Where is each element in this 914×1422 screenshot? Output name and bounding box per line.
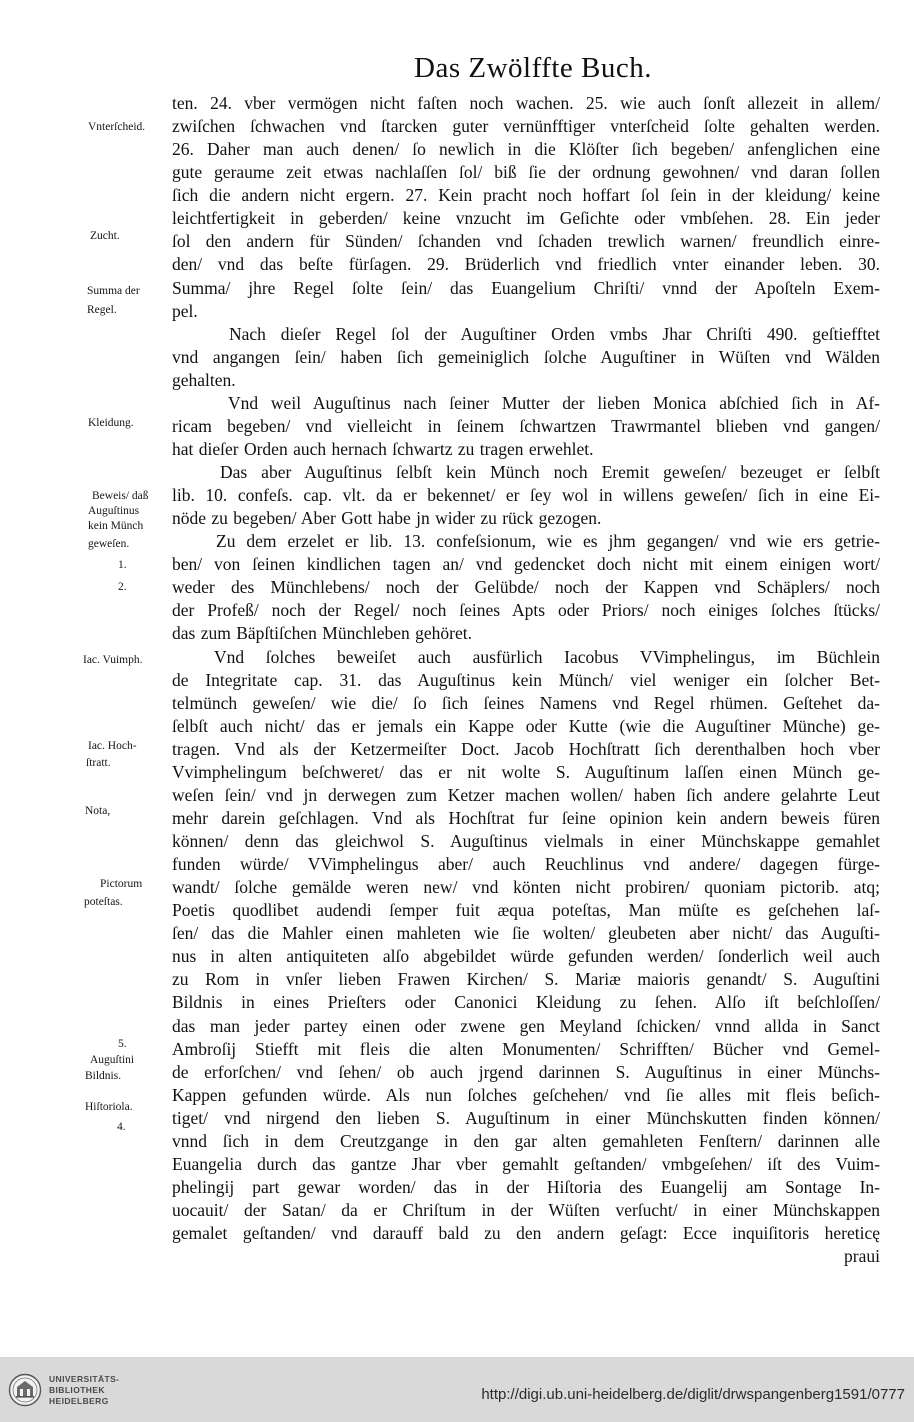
text-line: nöde zu begeben/ Aber Gott habe jn wider zu rück gezogen. [172,508,602,529]
margin-note: Iac. Hoch- [88,740,137,752]
text-line: Kappen gefunden würde. Als nun ſolches geſchehen/ vnd ſie alles mit fleis beſich- [172,1084,880,1105]
text-line: Euangelia durch das gantze Jhar vber gemahlt geſtanden/ vmbgeſehen/ iſt des Vuim- [172,1153,880,1174]
text-line: ſen/ das die Mahler einen mahleten wie ſie wolten/ gleubeten aber nicht/ das Auguſti- [172,923,880,944]
text-line: Nach dieſer Regel ſol der Auguſtiner Orden vmbs Jhar Chriſti 490. geſtiefftet [229,323,880,344]
margin-note: Zucht. [90,230,120,242]
text-line: ten. 24. vber vermögen nicht faſten noch wachen. 25. wie auch ſonſt allezeit in allem/ [172,93,880,113]
text-line: Summa/ jhre Regel ſolte ſein/ das Euangelium Chriſti/ vnnd der Apoſteln Exem- [172,277,880,298]
text-line: de erforſchen/ vnd ſehen/ ob auch jrgend darinnen S. Auguſtinus in einer Münchs- [172,1061,880,1082]
text-line: Bildnis in eines Prieſters oder Canonici Kleidung zu ſehen. Alſo iſt beſchloſſen/ [172,992,880,1013]
margin-note-number: 2. [118,581,127,593]
margin-note: ſtratt. [86,757,111,769]
text-line: mehr darein geſchlagen. Vnd als Hochſtrat fur ſeine opinion kein andern beweis füren [172,807,880,828]
margin-note: Auguſtinus [88,505,140,517]
library-name-line: BIBLIOTHEK [49,1385,105,1395]
margin-note: poteſtas. [84,896,123,908]
text-line: das man jeder partey einen oder zwene gen Meyland ſchicken/ vnnd allda in Sanct [172,1015,880,1036]
running-head: Das Zwölffte Buch. [414,52,652,84]
text-line: Vnd ſolches beweiſet auch ausfürlich Iacobus VVimphelingus, im Büchlein [214,646,880,667]
text-line: gute geraume zeit etwas nachlaſſen ſol/ biß ſie der ordnung gewohnen/ vnd daran ſollen [172,162,880,183]
margin-note-number: 4. [117,1121,126,1133]
text-line: ſelbſt auch nicht/ das er jemals ein Kappe oder Kutte (wie die Auguſtiner Münche) ge- [172,715,880,736]
margin-note: Kleidung. [88,417,134,429]
text-line: weſen ſein/ vnd jn derwegen zum Ketzer machen wollen/ haben ſich andere gelahrte Leut [172,784,880,805]
text-line: tragen. Vnd als der Ketzermeiſter Doct. Jacob Hochſtratt ſich derenthalben hoch vber [172,738,880,759]
text-line: Zu dem erzelet er lib. 13. confeſsionum, wie es jhm gegangen/ vnd wie ers getrie- [216,531,880,552]
text-line: ſich die andern nicht ergern. 27. Kein pracht noch hoffart ſol ſein in der kleidung/ keine [172,185,880,206]
text-line: vnd angangen ſein/ haben ſich gemeiniglich ſolche Auguſtiner in Wüſten vnd Wälden [172,346,880,367]
margin-note: Beweis/ daß [92,490,149,502]
library-logo-text [49,1374,119,1407]
text-line: Ambroſij Stiefft mit fleis die alten Monumenten/ Schrifften/ Bücher vnd Gemel- [172,1038,880,1059]
text-line: Das aber Auguſtinus ſelbſt kein Münch noch Eremit geweſen/ bezeuget er ſelbſt [220,462,880,482]
margin-note: Pictorum [100,878,143,890]
text-line: gemalet geſtanden/ vnd darauff bald zu den andern geſagt: Ecce inquiſitoris hereticę [172,1223,880,1244]
margin-note: Iac. Vuimph. [83,654,143,666]
margin-note: geweſen. [88,538,130,550]
margin-note: kein Münch [88,520,144,532]
margin-note: Hiſtoriola. [85,1101,133,1113]
library-footer [0,1357,914,1422]
text-line: das zum Bäpſtiſchen Münchleben gehöret. [172,623,472,644]
text-line: Poetis quodlibet audendi ſemper fuit æqua poteſtas, Man müſte es geſchehen laſ- [172,900,880,921]
text-line: Vvimphelingum beſchweret/ das er nit wolte S. Auguſtinum laſſen einen Münch ge- [172,761,880,782]
catchword: praui [844,1246,880,1267]
text-line: phelingij part gewar worden/ das in der Hiſtoria des Euangelij am Sontage In- [172,1176,880,1197]
margin-note: Vnterſcheid. [88,121,146,133]
text-line: uocauit/ der Satan/ da er Chriſtum in der Wüſten verſucht/ in einer Münchskappen [172,1200,880,1220]
margin-note: Auguſtini [90,1054,135,1066]
permalink-url[interactable]: http://digi.ub.uni-heidelberg.de/diglit/drwspangenberg1591/0777 [481,1386,905,1403]
text-line: nus in alten antiquiteten alſo abgebildet würde gefunden werden/ ſonderlich weil auch [172,946,880,967]
body-text [172,92,880,1268]
text-line: zu Rom in vnſer lieben Frawen Kirchen/ S. Mariæ maioris genandt/ S. Auguſtini [172,969,880,990]
text-line: telmünch geweſen/ wie die/ ſo ſich ſeines Namens vnd Regel rhümen. Geſtehet da- [172,692,880,713]
text-line: hat dieſer Orden auch hernach ſchwartz zu tragen erwehlet. [172,438,594,459]
margin-note: Regel. [87,304,117,316]
text-line: de Integritate cap. 31. das Auguſtinus kein Münch/ viel weniger ein ſolcher Bet- [172,669,880,690]
text-line: zwiſchen ſchwachen vnd ſtarcken guter vernünfftiger vnterſcheid ſolte gehalten werden. [172,116,880,137]
text-line: lib. 10. confeſs. cap. vlt. da er bekennet/ er ſey wol in willens geweſen/ ſich in eine Ei- [172,485,880,506]
text-line: vnnd ſich in dem Creutzgange in den gar alten gemahleten Fenſtern/ darinnen alle [172,1130,880,1151]
text-line: den/ vnd das beſte fürſagen. 29. Brüderlich vnd friedlich vnter einander leben. 30. [172,254,880,275]
text-line: ben/ von ſeinen kindlichen tagen an/ vnd gedencket doch nicht mit einem einigen wort/ [172,554,880,575]
text-line: leichtfertigkeit in geberden/ keine vnzucht im Geſichte oder vmbſehen. 28. Ein jeder [172,208,880,229]
text-line: gehalten. [172,369,236,390]
text-line: der Profeß/ noch der Regel/ noch ſeines Apts oder Priors/ noch einiges ſolches ſtücks/ [172,600,880,621]
margin-note: Summa der [87,285,140,297]
library-name-line: UNIVERSITÄTS- [49,1374,120,1384]
margin-note-number: 5. [118,1038,127,1050]
margin-note: Nota, [85,805,111,817]
library-name-line: HEIDELBERG [49,1396,109,1406]
margin-note-number: 1. [118,559,127,571]
text-line: ſol den andern für Sünden/ ſchanden vnd ſchaden trewlich warnen/ freundlich einre- [172,231,880,252]
margin-note: Bildnis. [85,1070,122,1082]
text-line: pel. [172,300,198,321]
text-line: können/ denn das gleichwol S. Auguſtinus vielmals in einer Münchskappe gemahlet [172,831,880,851]
text-line: wandt/ ſolche gemälde weren new/ vnd könten nicht probiren/ quoniam pictorib. atq; [172,877,880,898]
text-line: ricam begeben/ vnd vielleicht in ſeinem ſchwartzen Trawrmantel blieben vnd gangen/ [172,415,880,436]
text-line: Vnd weil Auguſtinus nach ſeiner Mutter der lieben Monica abſchied ſich in Af- [228,392,880,413]
university-seal-icon [8,1371,42,1409]
text-line: weder des Münchlebens/ noch der Gelübde/ noch der Kappen vnd Schäplers/ noch [172,577,880,598]
text-line: tiget/ vnd nirgend den lieben S. Auguſtinum in einer Münchskutten finden können/ [172,1107,880,1128]
text-line: funden würde/ VVimphelingus aber/ auch Reuchlinus vnd andere/ dagegen fürge- [172,854,880,875]
text-line: 26. Daher man auch denen/ ſo newlich in die Klöſter ſich begeben/ anfenglichen eine [172,139,880,160]
